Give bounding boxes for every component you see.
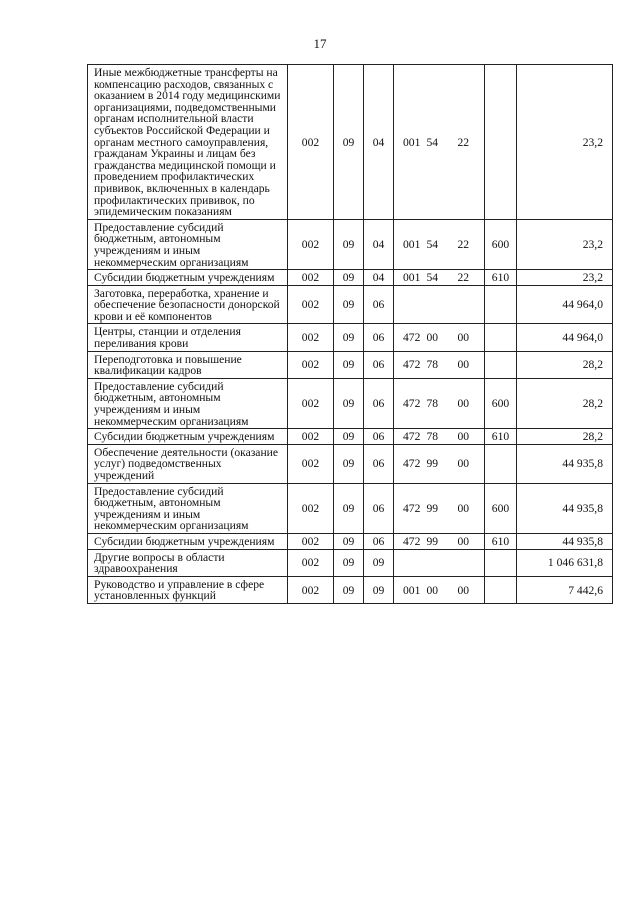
table-row [88,351,613,378]
table-row [88,483,613,533]
target-article-code-part3-cell: 22 [453,270,485,286]
expense-type-code-cell: 610 [485,533,517,549]
section-code-cell: 09 [334,483,364,533]
expense-type-code-cell [485,576,517,603]
target-article-code-part1-cell [394,549,427,576]
grbs-code-cell: 002 [288,533,334,549]
target-article-code-part2-cell: 99 [427,483,453,533]
grbs-code-cell: 002 [288,444,334,483]
target-article-code-part3-cell: 22 [453,219,485,269]
target-article-code-part2-cell: 78 [427,378,453,428]
grbs-code-cell: 002 [288,429,334,445]
subsection-code-cell: 06 [364,444,394,483]
subsection-code-cell: 06 [364,378,394,428]
expense-name-cell: Предоставление субсидий бюджетным, автономным учреждениям и иным некоммерческим организациям [88,483,288,533]
section-code-cell: 09 [334,444,364,483]
target-article-code-part2-cell: 99 [427,444,453,483]
expense-type-code-cell [485,549,517,576]
grbs-code-cell: 002 [288,378,334,428]
target-article-code-part1-cell: 472 [394,533,427,549]
subsection-code-cell: 09 [364,549,394,576]
subsection-code-cell: 06 [364,429,394,445]
subsection-code-cell: 04 [364,65,394,220]
table-row [88,285,613,324]
grbs-code-cell: 002 [288,219,334,269]
target-article-code-part1-cell: 472 [394,378,427,428]
section-code-cell: 09 [334,324,364,351]
grbs-code-cell: 002 [288,576,334,603]
expense-type-code-cell: 600 [485,378,517,428]
table-row [88,576,613,603]
grbs-code-cell: 002 [288,285,334,324]
target-article-code-part3-cell: 00 [453,429,485,445]
expense-type-code-cell [485,285,517,324]
expense-name-cell: Другие вопросы в области здравоохранения [88,549,288,576]
expense-type-code-cell [485,444,517,483]
target-article-code-part1-cell: 472 [394,444,427,483]
expense-name-cell: Иные межбюджетные трансферты на компенсацию расходов, связанных с оказанием в 2014 году медицинскими организациями, подведомственными органам исполнительной власти субъектов Российской Федерации и органам местного самоуправления, гражданам Украины и лицам без гражданства медицинской помощи и проведением профилактических прививок, включенных в календарь профилактических прививок, по эпидемическим показаниям [88,65,288,220]
target-article-code-part1-cell: 472 [394,429,427,445]
target-article-code-part3-cell: 00 [453,483,485,533]
section-code-cell: 09 [334,576,364,603]
section-code-cell: 09 [334,429,364,445]
target-article-code-part2-cell: 54 [427,65,453,220]
target-article-code-part1-cell: 472 [394,324,427,351]
subsection-code-cell: 04 [364,219,394,269]
amount-cell: 44 935,8 [517,483,613,533]
target-article-code-part1-cell: 001 [394,65,427,220]
expense-name-cell: Заготовка, переработка, хранение и обеспечение безопасности донорской крови и её компонентов [88,285,288,324]
target-article-code-part1-cell: 472 [394,483,427,533]
amount-cell: 7 442,6 [517,576,613,603]
expense-name-cell: Предоставление субсидий бюджетным, автономным учреждениям и иным некоммерческим организациям [88,378,288,428]
expense-type-code-cell: 610 [485,270,517,286]
section-code-cell: 09 [334,219,364,269]
target-article-code-part1-cell: 001 [394,576,427,603]
target-article-code-part3-cell [453,549,485,576]
subsection-code-cell: 06 [364,324,394,351]
amount-cell: 23,2 [517,65,613,220]
target-article-code-part2-cell: 00 [427,324,453,351]
subsection-code-cell: 06 [364,483,394,533]
grbs-code-cell: 002 [288,65,334,220]
target-article-code-part3-cell: 22 [453,65,485,220]
expense-name-cell: Руководство и управление в сфере установленных функций [88,576,288,603]
target-article-code-part2-cell: 00 [427,576,453,603]
subsection-code-cell: 09 [364,576,394,603]
amount-cell: 28,2 [517,351,613,378]
grbs-code-cell: 002 [288,270,334,286]
table-row [88,65,613,220]
section-code-cell: 09 [334,270,364,286]
table-row [88,219,613,269]
section-code-cell: 09 [334,285,364,324]
target-article-code-part2-cell: 54 [427,270,453,286]
amount-cell: 44 935,8 [517,444,613,483]
target-article-code-part2-cell [427,549,453,576]
section-code-cell: 09 [334,65,364,220]
expense-type-code-cell [485,65,517,220]
section-code-cell: 09 [334,533,364,549]
target-article-code-part3-cell: 00 [453,576,485,603]
target-article-code-part3-cell: 00 [453,378,485,428]
expense-type-code-cell: 610 [485,429,517,445]
amount-cell: 23,2 [517,270,613,286]
expense-name-cell: Субсидии бюджетным учреждениям [88,270,288,286]
target-article-code-part2-cell: 78 [427,351,453,378]
target-article-code-part3-cell: 00 [453,324,485,351]
table-row [88,549,613,576]
target-article-code-part2-cell: 54 [427,219,453,269]
grbs-code-cell: 002 [288,324,334,351]
table-row [88,429,613,445]
section-code-cell: 09 [334,549,364,576]
table-row [88,270,613,286]
target-article-code-part1-cell: 001 [394,219,427,269]
amount-cell: 28,2 [517,378,613,428]
target-article-code-part2-cell [427,285,453,324]
target-article-code-part1-cell [394,285,427,324]
grbs-code-cell: 002 [288,549,334,576]
amount-cell: 1 046 631,8 [517,549,613,576]
amount-cell: 28,2 [517,429,613,445]
expense-type-code-cell [485,324,517,351]
table-row [88,533,613,549]
subsection-code-cell: 04 [364,270,394,286]
section-code-cell: 09 [334,351,364,378]
target-article-code-part3-cell: 00 [453,533,485,549]
subsection-code-cell: 06 [364,285,394,324]
grbs-code-cell: 002 [288,483,334,533]
amount-cell: 44 935,8 [517,533,613,549]
target-article-code-part3-cell: 00 [453,444,485,483]
expense-type-code-cell: 600 [485,483,517,533]
target-article-code-part3-cell [453,285,485,324]
target-article-code-part3-cell: 00 [453,351,485,378]
amount-cell: 23,2 [517,219,613,269]
expense-name-cell: Субсидии бюджетным учреждениям [88,533,288,549]
expense-name-cell: Обеспечение деятельности (оказание услуг) подведомственных учреждений [88,444,288,483]
expense-type-code-cell [485,351,517,378]
budget-table [87,64,613,604]
section-code-cell: 09 [334,378,364,428]
expense-name-cell: Субсидии бюджетным учреждениям [88,429,288,445]
target-article-code-part1-cell: 001 [394,270,427,286]
target-article-code-part2-cell: 99 [427,533,453,549]
subsection-code-cell: 06 [364,351,394,378]
expense-type-code-cell: 600 [485,219,517,269]
amount-cell: 44 964,0 [517,285,613,324]
expense-name-cell: Предоставление субсидий бюджетным, автономным учреждениям и иным некоммерческим организациям [88,219,288,269]
subsection-code-cell: 06 [364,533,394,549]
table-row [88,444,613,483]
table-row [88,378,613,428]
grbs-code-cell: 002 [288,351,334,378]
expense-name-cell: Переподготовка и повышение квалификации кадров [88,351,288,378]
expense-name-cell: Центры, станции и отделения переливания крови [88,324,288,351]
page-number: 17 [313,36,327,51]
target-article-code-part1-cell: 472 [394,351,427,378]
table-row [88,324,613,351]
target-article-code-part2-cell: 78 [427,429,453,445]
amount-cell: 44 964,0 [517,324,613,351]
